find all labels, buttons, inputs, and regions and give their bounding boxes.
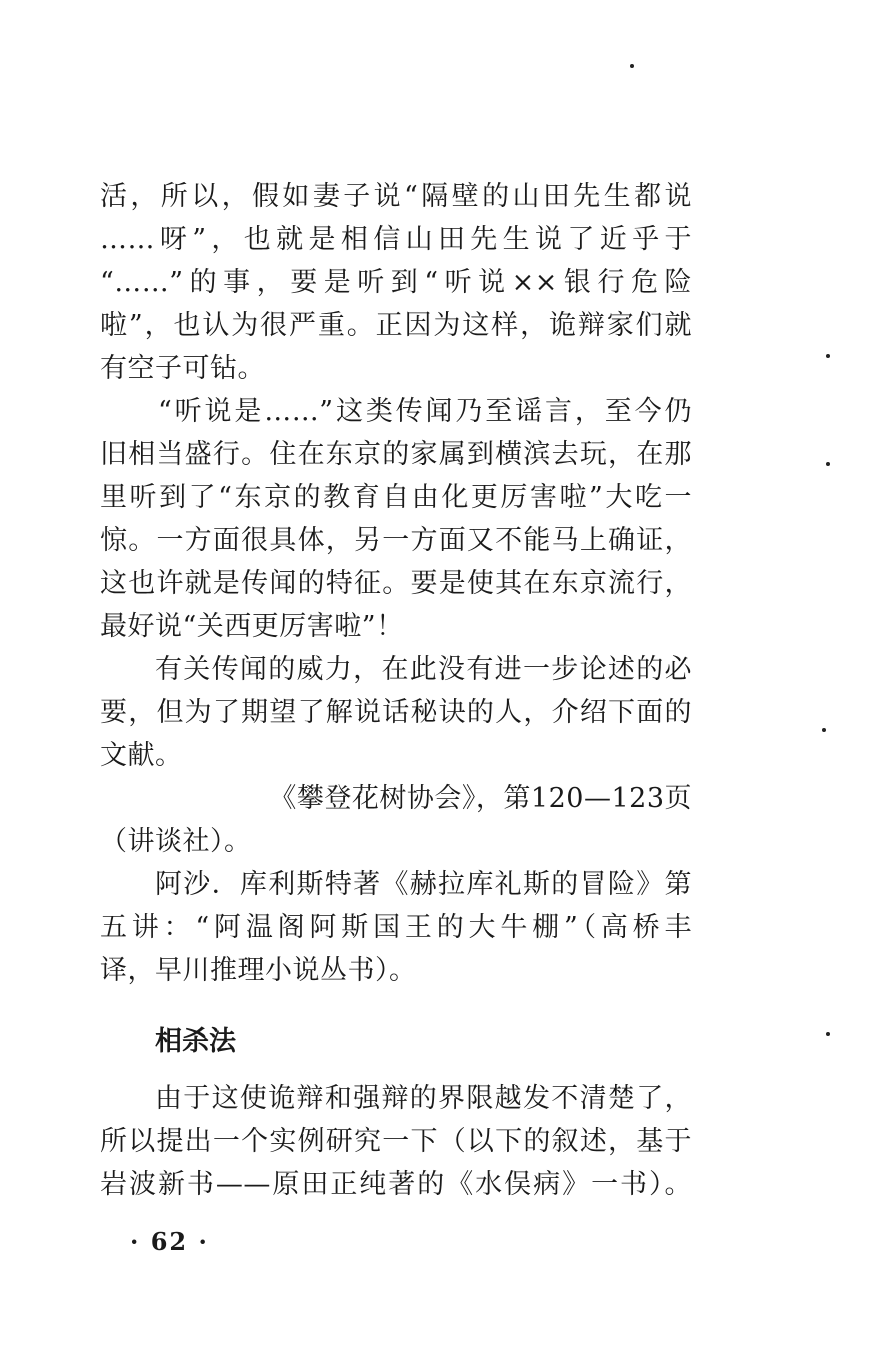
text-line: 有空子可钻。 xyxy=(100,353,265,384)
text-line: 最好说“关西更厉害啦”！ xyxy=(100,611,404,642)
text-line: 岩波新书——原田正纯著的《水俣病》一书）。 xyxy=(100,1169,692,1200)
text-line: 要，但为了期望了解说话秘诀的人，介绍下面的 xyxy=(100,697,692,728)
reference-line: （讲谈社）。 xyxy=(100,826,252,857)
text-line: 里听到了“东京的教育自由化更厉害啦”大吃一 xyxy=(100,482,692,513)
text-line: “……”的事，要是听到“听说××银行危险 xyxy=(100,267,692,298)
text-line: 啦”，也认为很严重。正因为这样，诡辩家们就 xyxy=(100,310,692,341)
text-line: 所以提出一个实例研究一下（以下的叙述，基于 xyxy=(100,1126,692,1157)
scan-speck xyxy=(822,728,826,732)
section-heading: 相杀法 xyxy=(155,1026,236,1057)
reference-line: 五讲：“阿温阁阿斯国王的大牛棚”（高桥丰 xyxy=(100,912,692,943)
text-line: 这也许就是传闻的特征。要是使其在东京流行， xyxy=(100,568,692,599)
text-line: “听说是……”这类传闻乃至谣言，至今仍 xyxy=(158,396,692,427)
scan-speck xyxy=(826,462,830,466)
scan-speck xyxy=(826,354,830,358)
reference-line: 译，早川推理小说丛书）。 xyxy=(100,955,417,986)
reference-line: 阿沙．库利斯特著《赫拉库礼斯的冒险》第 xyxy=(155,869,692,900)
text-line: 有关传闻的威力，在此没有进一步论述的必 xyxy=(155,654,692,685)
scan-speck xyxy=(826,1032,830,1036)
text-line: 旧相当盛行。住在东京的家属到横滨去玩，在那 xyxy=(100,439,692,470)
page-number: · 62 · xyxy=(130,1227,209,1256)
reference-line: 《攀登花树协会》，第120—123页 xyxy=(269,783,692,814)
text-line: ……呀”，也就是相信山田先生说了近乎于 xyxy=(100,224,692,255)
text-line: 活，所以，假如妻子说“隔壁的山田先生都说 xyxy=(100,181,692,212)
text-line: 由于这使诡辩和强辩的界限越发不清楚了， xyxy=(155,1083,692,1114)
scan-speck xyxy=(630,64,634,68)
text-line: 惊。一方面很具体，另一方面又不能马上确证， xyxy=(100,525,692,556)
text-line: 文献。 xyxy=(100,740,183,771)
